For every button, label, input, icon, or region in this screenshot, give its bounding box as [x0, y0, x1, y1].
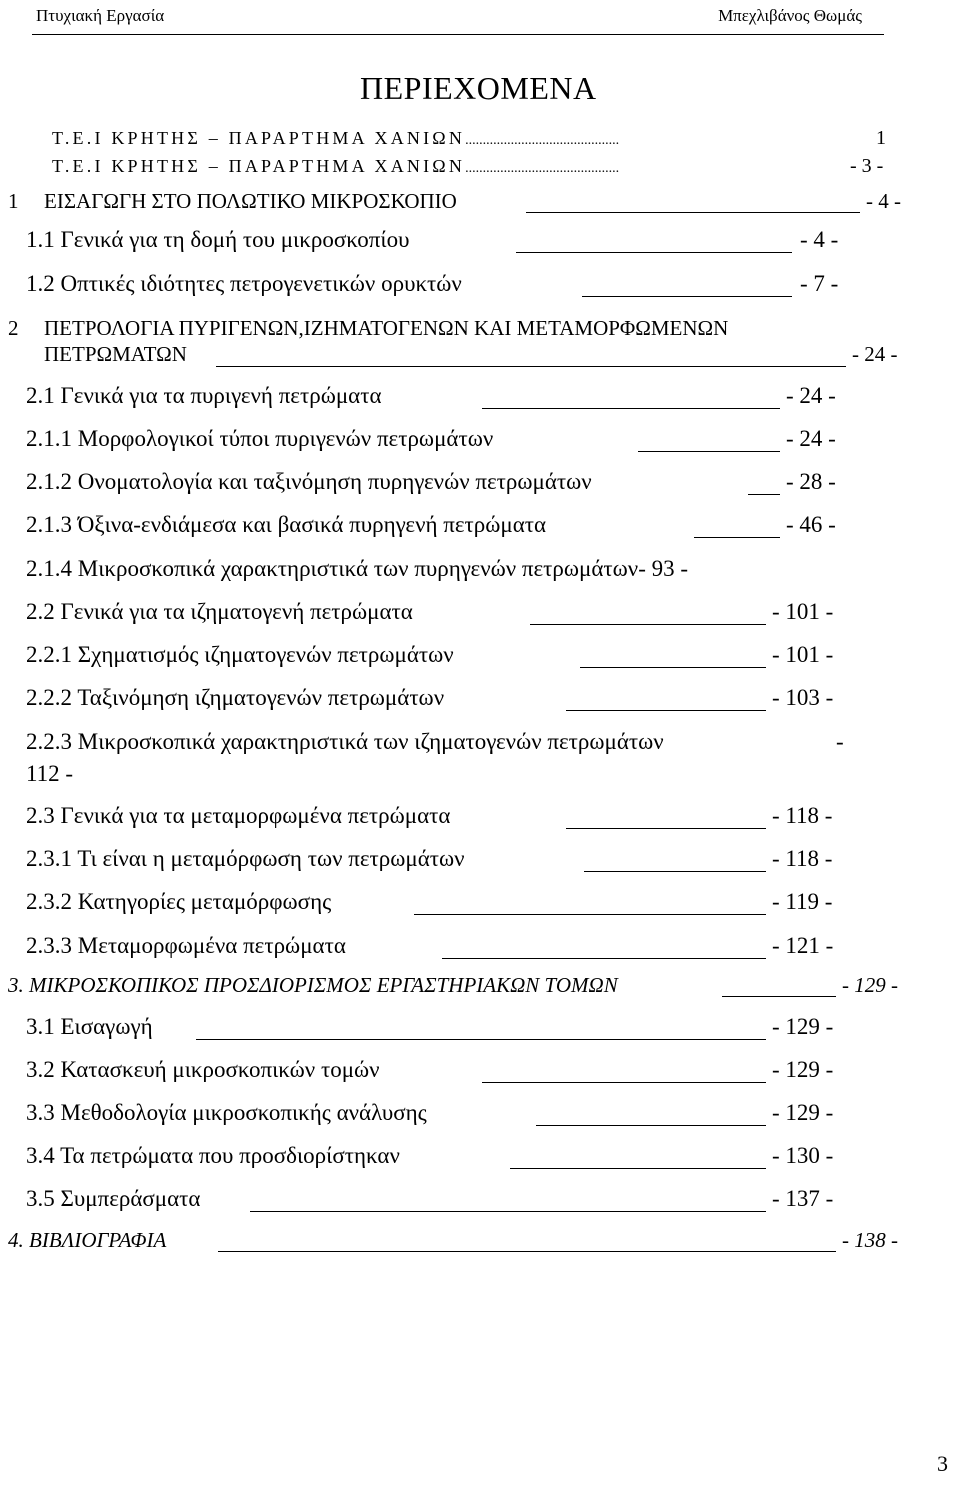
toc-leader-line — [196, 1039, 766, 1040]
toc-leader-line — [216, 366, 846, 367]
toc-entry-page: - 101 - — [772, 642, 834, 667]
toc-leader-line — [510, 1168, 766, 1169]
toc-entry-label: Τ.Ε.Ι ΚΡΗΤΗΣ – ΠΑΡΑΡΤΗΜΑ ΧΑΝΙΩΝ — [52, 128, 466, 148]
toc-entry-label: 2.1.4 Μικροσκοπικά χαρακτηριστικά των πυρηγενών πετρωμάτων — [26, 556, 639, 581]
toc-entry-label[interactable]: 2.2 Γενικά για τα ιζηματογενή πετρώματα — [26, 599, 413, 624]
toc-entry-page: 1 — [876, 127, 886, 149]
toc-entry-page: - 7 - — [800, 271, 839, 296]
toc-entry-label[interactable]: 1.1 Γενικά για τη δομή του μικροσκοπίου — [26, 227, 410, 252]
toc-entry[interactable] — [26, 555, 688, 583]
toc-leader-line — [530, 624, 766, 625]
toc-entry-label[interactable]: 2.3 Γενικά για τα μεταμορφωμένα πετρώματα — [26, 803, 451, 828]
toc-entry-label[interactable]: 2.1.1 Μορφολογικοί τύποι πυριγενών πετρωμάτων — [26, 426, 494, 451]
toc-leader-line — [482, 1082, 766, 1083]
toc-entry-label[interactable]: 2.2.3 Μικροσκοπικά χαρακτηριστικά των ιζηματογενών πετρωμάτων — [26, 729, 664, 754]
toc-entry-page: 112 - — [26, 761, 74, 786]
page-number: 3 — [937, 1451, 948, 1476]
toc-leader-line — [582, 296, 792, 297]
toc-entry-label[interactable]: 2.3.1 Τι είναι η μεταμόρφωση των πετρωμάτων — [26, 846, 465, 871]
toc-entry-page: - 118 - — [772, 803, 833, 828]
toc-entry-label[interactable]: 2.1 Γενικά για τα πυριγενή πετρώματα — [26, 383, 382, 408]
toc-leader-line — [638, 451, 780, 452]
toc-leader-line — [250, 1211, 766, 1212]
toc-entry-page: - 119 - — [772, 889, 833, 914]
toc-entry-label[interactable]: 2.3.2 Κατηγορίες μεταμόρφωσης — [26, 889, 332, 914]
toc-leader-line — [566, 828, 766, 829]
toc-leader-line — [516, 252, 792, 253]
toc-entry-page: - 46 - — [786, 512, 836, 537]
toc-chapter-number: 2 — [8, 316, 19, 340]
header-left: Πτυχιακή Εργασία — [36, 6, 165, 25]
toc-entry-page: - 101 - — [772, 599, 834, 624]
toc-entry-page: - 4 - — [866, 189, 901, 213]
toc-leader-line — [414, 914, 766, 915]
toc-chapter-label[interactable]: ΕΙΣΑΓΩΓΗ ΣΤΟ ΠΟΛΩΤΙΚΟ ΜΙΚΡΟΣΚΟΠΙΟ — [44, 189, 457, 213]
toc-chapter-label[interactable]: 4. ΒΙΒΛΙΟΓΡΑΦΙΑ — [8, 1228, 167, 1252]
toc-entry-label[interactable]: 3.1 Εισαγωγή — [26, 1014, 153, 1039]
toc-entry-label[interactable]: 1.2 Οπτικές ιδιότητες πετρογενετικών ορυκτών — [26, 271, 462, 296]
toc-leader-line — [536, 1125, 766, 1126]
toc-entry[interactable] — [52, 124, 619, 155]
toc-entry-page: - 130 - — [772, 1143, 834, 1168]
toc-chapter-label[interactable]: 3. ΜΙΚΡΟΣΚΟΠΙΚΟΣ ΠΡΟΣΔΙΟΡΙΣΜΟΣ ΕΡΓΑΣΤΗΡΙΑΚΩΝ ΤΟΜΩΝ — [8, 973, 618, 997]
toc-leader-line — [580, 667, 766, 668]
toc-leader-line — [442, 958, 766, 959]
toc-entry-dash: - — [836, 729, 844, 754]
toc-entry-page: - 129 - — [772, 1014, 834, 1039]
toc-entry-page: - 4 - — [800, 227, 839, 252]
toc-entry[interactable] — [52, 152, 619, 183]
toc-entry-page: - 138 - — [842, 1228, 898, 1252]
toc-entry-page: - 129 - — [842, 973, 898, 997]
toc-entry-label[interactable]: 3.2 Κατασκευή μικροσκοπικών τομών — [26, 1057, 380, 1082]
toc-chapter-number: 1 — [8, 189, 19, 213]
toc-entry-page: - 24 - — [786, 383, 836, 408]
toc-entry-page: - 28 - — [786, 469, 836, 494]
header-right: Μπεχλιβάνος Θωμάς — [718, 6, 862, 25]
toc-entry-page: - 137 - — [772, 1186, 834, 1211]
toc-entry-page: - 129 - — [772, 1057, 834, 1082]
toc-entry-page: - 24 - — [786, 426, 836, 451]
toc-entry-leader: ............................................ — [465, 133, 620, 148]
toc-entry-label[interactable]: 2.1.3 Όξινα-ενδιάμεσα και βασικά πυρηγενή πετρώματα — [26, 512, 547, 537]
toc-leader-line — [218, 1251, 836, 1252]
toc-entry-page: - 118 - — [772, 846, 833, 871]
toc-leader-line — [748, 494, 780, 495]
toc-entry-page: - 3 - — [850, 155, 884, 177]
toc-entry-leader: ............................................ — [465, 161, 620, 176]
toc-leader-line — [694, 537, 780, 538]
toc-leader-line — [526, 212, 860, 213]
header-rule — [32, 34, 884, 35]
toc-entry-label[interactable]: 3.4 Τα πετρώματα που προσδιορίστηκαν — [26, 1143, 400, 1168]
toc-entry-label[interactable]: 2.1.2 Ονοματολογία και ταξινόμηση πυρηγενών πετρωμάτων — [26, 469, 592, 494]
toc-entry-label[interactable]: 2.3.3 Μεταμορφωμένα πετρώματα — [26, 933, 346, 958]
toc-entry-label[interactable]: 3.3 Μεθοδολογία μικροσκοπικής ανάλυσης — [26, 1100, 427, 1125]
toc-entry-page: - 24 - — [852, 342, 898, 366]
toc-entry-label[interactable]: 2.2.1 Σχηματισμός ιζηματογενών πετρωμάτων — [26, 642, 454, 667]
toc-leader-line — [584, 871, 766, 872]
toc-leader-line — [482, 408, 780, 409]
toc-entry-page: - 129 - — [772, 1100, 834, 1125]
toc-chapter-label-continued: ΠΕΤΡΩΜΑΤΩΝ — [44, 342, 187, 366]
toc-entry-page: - 93 - — [638, 556, 689, 581]
toc-chapter-label[interactable]: ΠΕΤΡΟΛΟΓΙΑ ΠΥΡΙΓΕΝΩΝ,ΙΖΗΜΑΤΟΓΕΝΩΝ ΚΑΙ ΜΕΤΑΜΟΡΦΩΜΕΝΩΝ — [44, 316, 729, 340]
toc-entry-page: - 103 - — [772, 685, 834, 710]
toc-leader-line — [722, 996, 836, 997]
page-title: ΠΕΡΙΕΧΟΜΕΝΑ — [360, 70, 597, 106]
toc-entry-label[interactable]: 3.5 Συμπεράσματα — [26, 1186, 201, 1211]
toc-entry-label: Τ.Ε.Ι ΚΡΗΤΗΣ – ΠΑΡΑΡΤΗΜΑ ΧΑΝΙΩΝ — [52, 156, 466, 176]
toc-entry-label[interactable]: 2.2.2 Ταξινόμηση ιζηματογενών πετρωμάτων — [26, 685, 445, 710]
toc-entry-page: - 121 - — [772, 933, 834, 958]
toc-leader-line — [566, 710, 766, 711]
